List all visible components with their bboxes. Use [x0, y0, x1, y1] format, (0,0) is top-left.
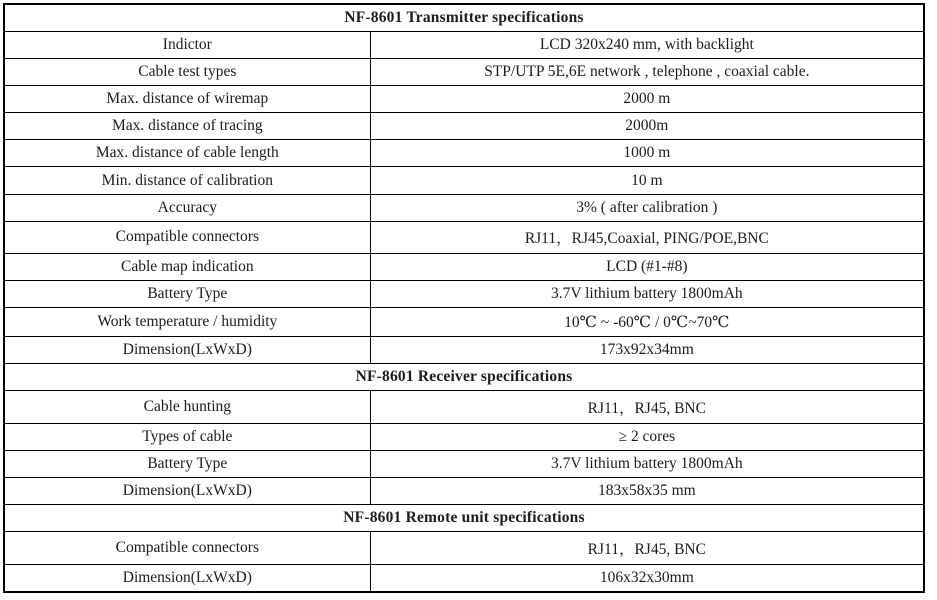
spec-value: 2000m [370, 113, 924, 140]
spec-value: 3% ( after calibration ) [370, 194, 924, 221]
section-header-row [4, 4, 924, 32]
spec-label: Compatible connectors [4, 221, 370, 254]
table-row [4, 140, 924, 167]
table-row [4, 281, 924, 308]
spec-value: 3.7V lithium battery 1800mAh [370, 281, 924, 308]
table-row [4, 113, 924, 140]
spec-label: Min. distance of calibration [4, 167, 370, 194]
spec-label: Battery Type [4, 450, 370, 477]
spec-label: Dimension(LxWxD) [4, 564, 370, 592]
spec-label: Cable test types [4, 59, 370, 86]
spec-label: Cable map indication [4, 254, 370, 281]
table-row [4, 564, 924, 592]
spec-value: 1000 m [370, 140, 924, 167]
spec-value: RJ11，RJ45, BNC [370, 390, 924, 423]
specifications-table-body [4, 4, 924, 592]
table-row [4, 59, 924, 86]
section-title: NF-8601 Receiver specifications [4, 363, 924, 390]
table-row [4, 221, 924, 254]
spec-value: 2000 m [370, 86, 924, 113]
table-row [4, 194, 924, 221]
spec-label: Max. distance of wiremap [4, 86, 370, 113]
spec-label: Accuracy [4, 194, 370, 221]
spec-value: RJ11，RJ45, BNC [370, 531, 924, 564]
spec-value: RJ11，RJ45,Coaxial, PING/POE,BNC [370, 221, 924, 254]
section-title: NF-8601 Remote unit specifications [4, 504, 924, 531]
table-row [4, 32, 924, 59]
table-row [4, 450, 924, 477]
spec-label: Indictor [4, 32, 370, 59]
spec-label: Max. distance of cable length [4, 140, 370, 167]
table-row [4, 531, 924, 564]
spec-value: 183x58x35 mm [370, 477, 924, 504]
spec-value: LCD (#1-#8) [370, 254, 924, 281]
table-row [4, 167, 924, 194]
spec-value: LCD 320x240 mm, with backlight [370, 32, 924, 59]
spec-label: Battery Type [4, 281, 370, 308]
spec-value: 173x92x34mm [370, 336, 924, 363]
table-row [4, 336, 924, 363]
table-row [4, 423, 924, 450]
specifications-table [3, 3, 925, 593]
spec-value: 106x32x30mm [370, 564, 924, 592]
spec-value: 10 m [370, 167, 924, 194]
spec-label: Dimension(LxWxD) [4, 477, 370, 504]
table-row [4, 477, 924, 504]
section-header-row [4, 504, 924, 531]
spec-label: Cable hunting [4, 390, 370, 423]
table-row [4, 308, 924, 336]
spec-label: Work temperature / humidity [4, 308, 370, 336]
spec-value: 10℃ ~ -60℃ / 0℃~70℃ [370, 308, 924, 336]
section-title: NF-8601 Transmitter specifications [4, 4, 924, 32]
table-row [4, 254, 924, 281]
spec-value: ≥ 2 cores [370, 423, 924, 450]
section-header-row [4, 363, 924, 390]
table-row [4, 86, 924, 113]
spec-value: 3.7V lithium battery 1800mAh [370, 450, 924, 477]
table-row [4, 390, 924, 423]
spec-value: STP/UTP 5E,6E network , telephone , coaxial cable. [370, 59, 924, 86]
spec-label: Max. distance of tracing [4, 113, 370, 140]
spec-label: Types of cable [4, 423, 370, 450]
spec-label: Dimension(LxWxD) [4, 336, 370, 363]
spec-label: Compatible connectors [4, 531, 370, 564]
